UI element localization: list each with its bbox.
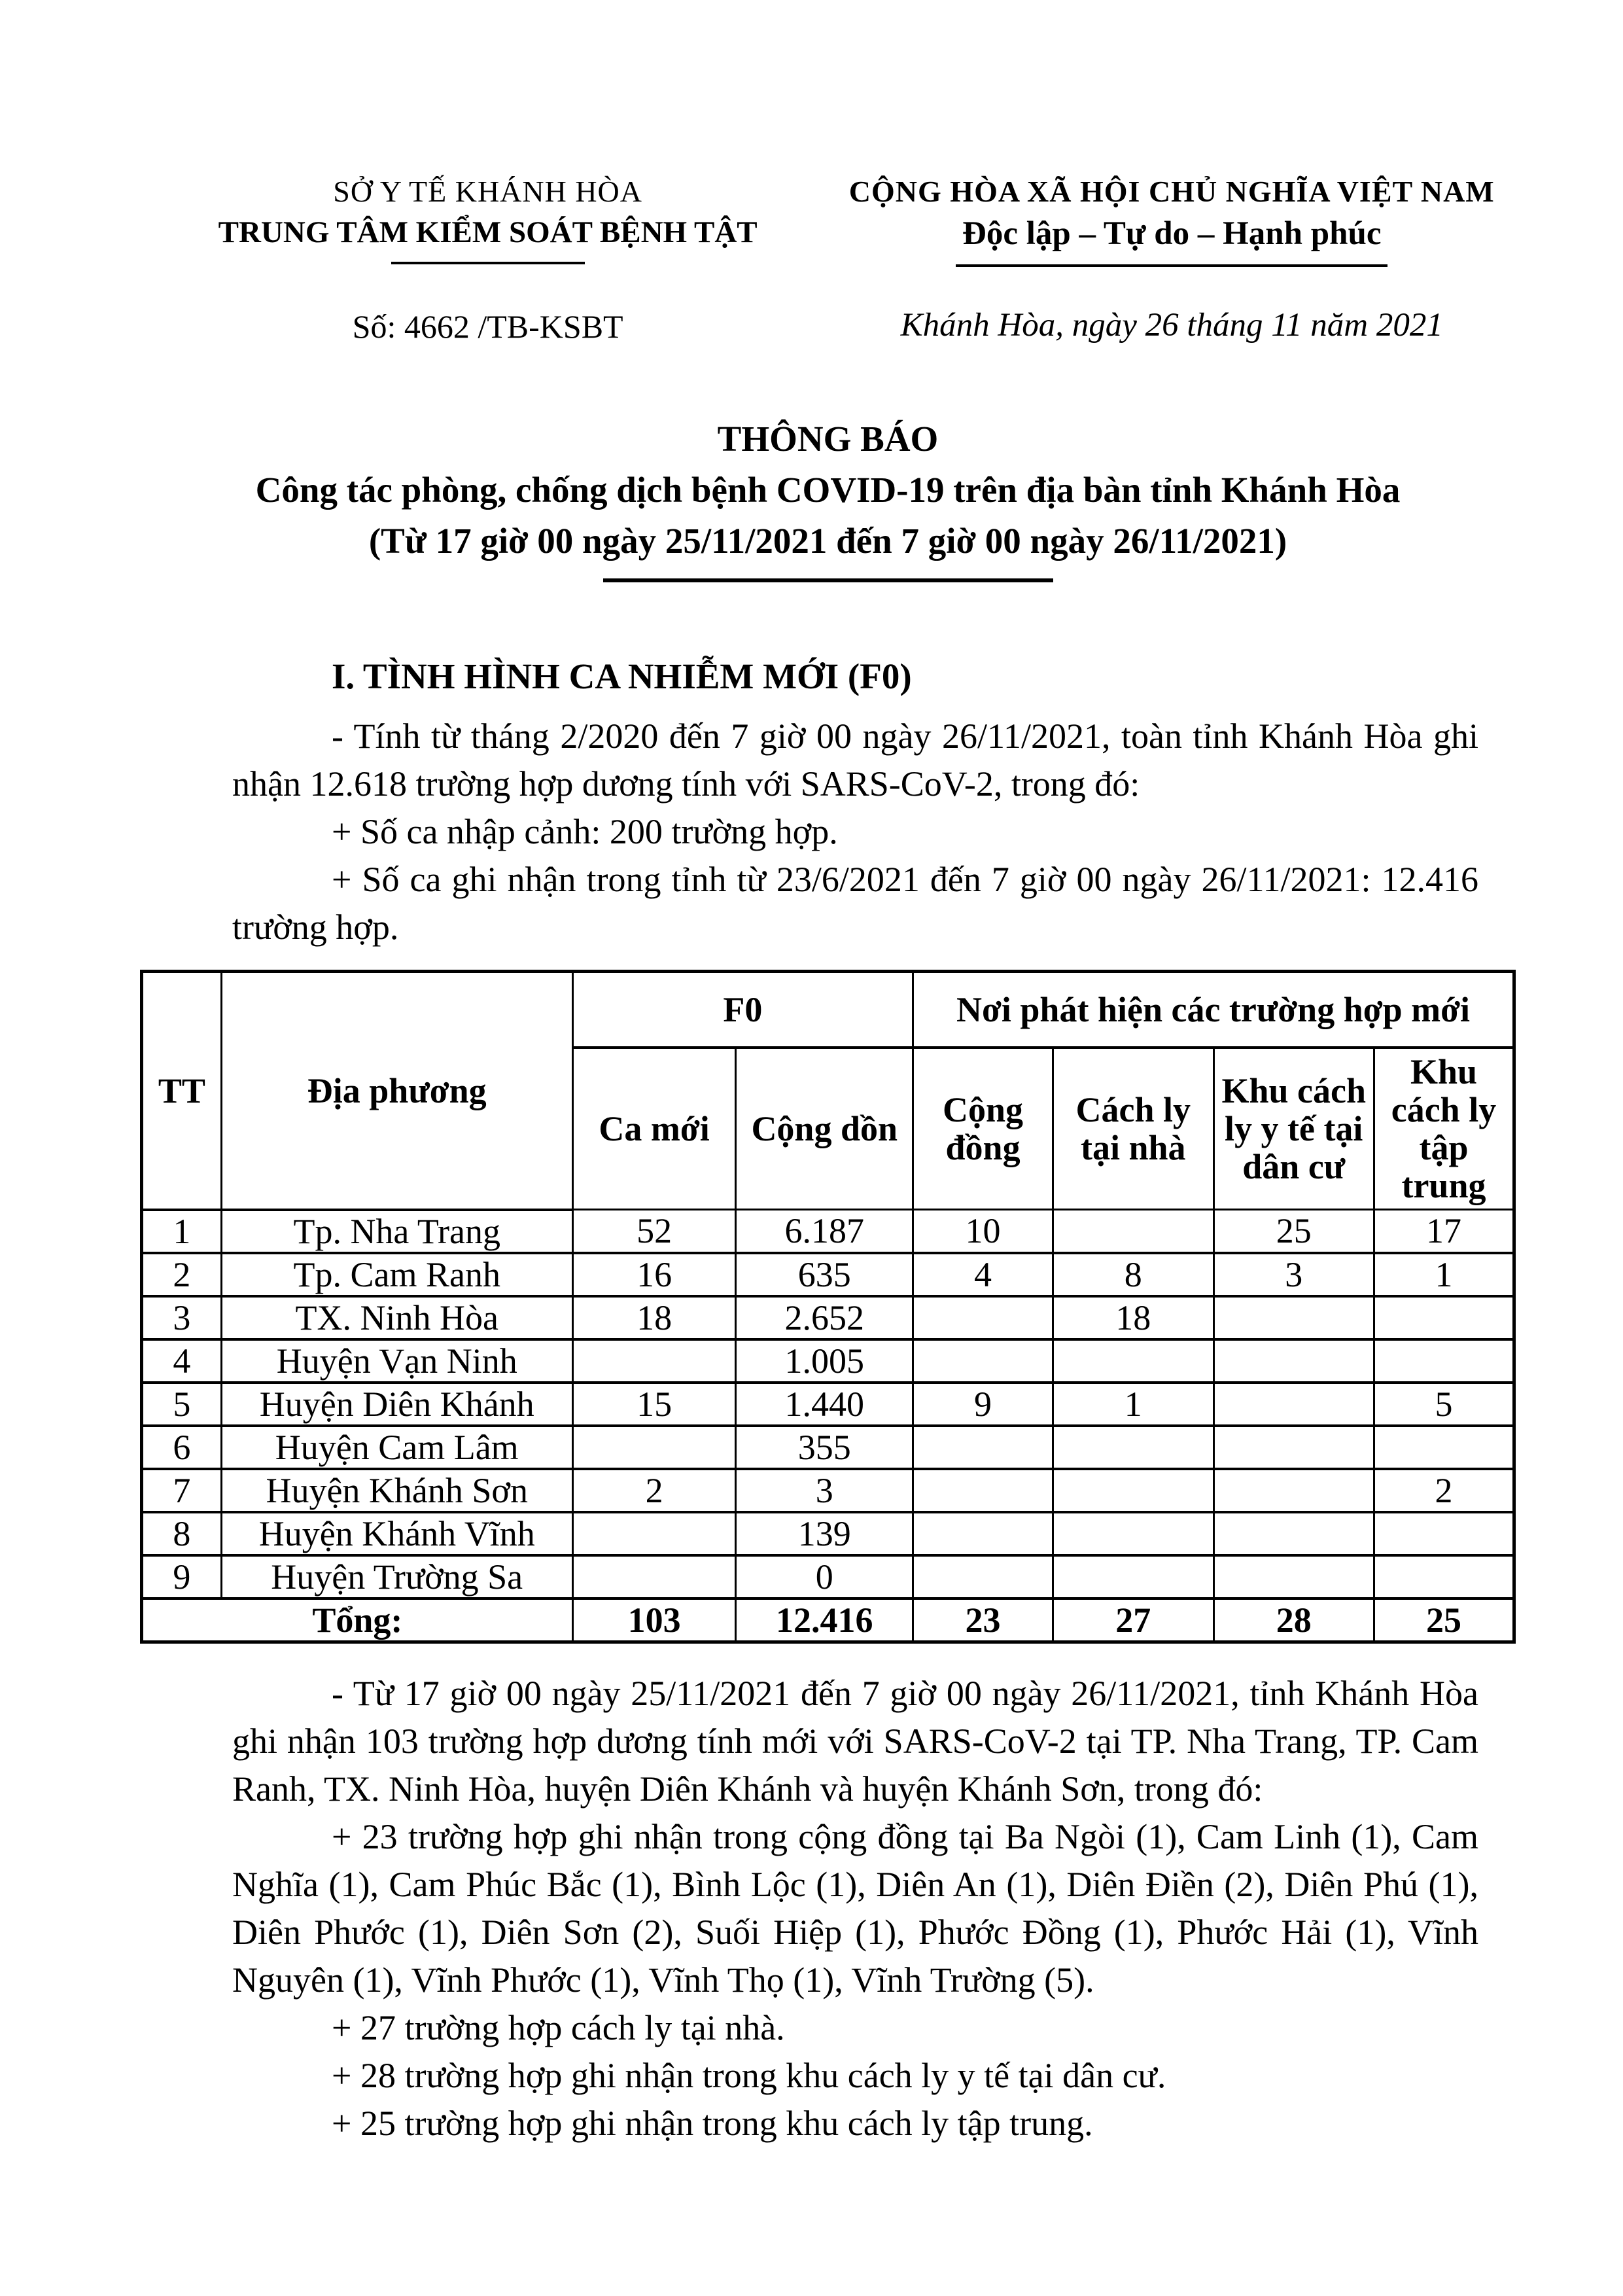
total-new-cases: 103: [572, 1598, 736, 1642]
district-name: Huyện Trường Sa: [221, 1555, 572, 1598]
total-home-quarantine: 27: [1053, 1598, 1213, 1642]
community-value: [913, 1296, 1053, 1339]
table-row: [142, 1512, 1514, 1555]
table-row: [142, 1210, 1514, 1253]
col-header-new-cases: Ca mới: [572, 1048, 736, 1210]
col-header-district: Địa phương: [221, 972, 572, 1210]
col-header-location-group: Nơi phát hiện các trường hợp mới: [913, 972, 1514, 1048]
national-header-block: [828, 171, 1516, 344]
new-cases-summary-paragraph: - Từ 17 giờ 00 ngày 25/11/2021 đến 7 giờ 00 ngày 26/11/2021, tỉnh Khánh Hòa ghi nhận 103 trường hợp dương tính mới với SARS-CoV-2 tại TP. Nha Trang, TP. Cam Ranh, TX. Ninh Hòa, huyện Diên Khánh và huyện Khánh Sơn, trong đó:: [232, 1673, 1478, 1809]
community-value: [913, 1339, 1053, 1383]
document-number: Số: 4662 /TB-KSBT: [352, 308, 623, 345]
col-header-community: Cộng đồng: [913, 1048, 1053, 1210]
medical-quarantine-line: + 28 trường hợp ghi nhận trong khu cách ly y tế tại dân cư.: [332, 2055, 1166, 2095]
local-cases-line: + Số ca ghi nhận trong tỉnh từ 23/6/2021 đến 7 giờ 00 ngày 26/11/2021: 12.416 trường hợp.: [232, 860, 1478, 947]
district-name: Huyện Khánh Vĩnh: [221, 1512, 572, 1555]
table-row: [142, 1555, 1514, 1598]
row-index: 7: [142, 1469, 222, 1512]
medical-quarantine-value: [1213, 1339, 1374, 1383]
new-cases-value: 2: [572, 1469, 736, 1512]
case-statistics-table: [140, 970, 1516, 1644]
central-quarantine-value: [1374, 1296, 1514, 1339]
medical-quarantine-value: [1213, 1469, 1374, 1512]
community-value: 10: [913, 1210, 1053, 1253]
table-row: [142, 1296, 1514, 1339]
medical-quarantine-value: [1213, 1512, 1374, 1555]
national-motto: Độc lập – Tự do – Hạnh phúc: [962, 215, 1382, 252]
col-header-f0-group: F0: [572, 972, 913, 1048]
home-quarantine-value: [1053, 1469, 1213, 1512]
central-quarantine-value: 1: [1374, 1253, 1514, 1296]
cumulative-value: 355: [736, 1426, 913, 1469]
motto-underline: [956, 264, 1387, 267]
central-quarantine-value: [1374, 1426, 1514, 1469]
home-quarantine-line: + 27 trường hợp cách ly tại nhà.: [332, 2007, 785, 2047]
home-quarantine-value: 18: [1053, 1296, 1213, 1339]
table-row: [142, 1253, 1514, 1296]
medical-quarantine-value: [1213, 1296, 1374, 1339]
new-cases-value: [572, 1555, 736, 1598]
community-cases-paragraph: + 23 trường hợp ghi nhận trong cộng đồng tại Ba Ngòi (1), Cam Linh (1), Cam Nghĩa (1), Cam Phúc Bắc (1), Bình Lộc (1), Diên An (1), Diên Điền (2), Diên Phú (1), Diên Phước (1), Diên Sơn (2), Suối Hiệp (1), Phước Đồng (1), Phước Hải (1), Vĩnh Nguyên (1), Vĩnh Phước (1), Vĩnh Thọ (1), Vĩnh Trường (5).: [232, 1816, 1478, 2000]
row-index: 6: [142, 1426, 222, 1469]
total-label: Tổng:: [142, 1598, 573, 1642]
table-header-group-row: [142, 972, 1514, 1048]
medical-quarantine-value: [1213, 1426, 1374, 1469]
table-row: [142, 1426, 1514, 1469]
title-underline: [603, 578, 1053, 582]
district-name: Tp. Nha Trang: [221, 1210, 572, 1253]
total-central-quarantine: 25: [1374, 1598, 1514, 1642]
home-quarantine-value: [1053, 1210, 1213, 1253]
community-value: 9: [913, 1383, 1053, 1426]
table-row: [142, 1339, 1514, 1383]
intro-paragraph: - Tính từ tháng 2/2020 đến 7 giờ 00 ngày 26/11/2021, toàn tỉnh Khánh Hòa ghi nhận 12.618 trường hợp dương tính với SARS-CoV-2, trong đó:: [232, 716, 1478, 804]
cumulative-value: 0: [736, 1555, 913, 1598]
document-header: [140, 171, 1516, 345]
table-total-row: [142, 1598, 1514, 1642]
central-quarantine-value: [1374, 1339, 1514, 1383]
central-quarantine-value: 2: [1374, 1469, 1514, 1512]
org-parent-name: SỞ Y TẾ KHÁNH HÒA: [333, 175, 642, 208]
home-quarantine-value: 8: [1053, 1253, 1213, 1296]
table-row: [142, 1469, 1514, 1512]
medical-quarantine-value: 3: [1213, 1253, 1374, 1296]
col-header-cumulative: Cộng dồn: [736, 1048, 913, 1210]
org-name: TRUNG TÂM KIỂM SOÁT BỆNH TẬT: [218, 215, 758, 249]
central-quarantine-value: [1374, 1512, 1514, 1555]
place-date-line: Khánh Hòa, ngày 26 tháng 11 năm 2021: [900, 307, 1443, 344]
home-quarantine-value: [1053, 1339, 1213, 1383]
central-quarantine-line: + 25 trường hợp ghi nhận trong khu cách ly tập trung.: [332, 2103, 1093, 2143]
total-community: 23: [913, 1598, 1053, 1642]
row-index: 2: [142, 1253, 222, 1296]
new-cases-value: [572, 1426, 736, 1469]
national-title: CỘNG HÒA XÃ HỘI CHỦ NGHĨA VIỆT NAM: [848, 175, 1495, 208]
medical-quarantine-value: [1213, 1383, 1374, 1426]
row-index: 5: [142, 1383, 222, 1426]
home-quarantine-value: [1053, 1555, 1213, 1598]
home-quarantine-value: 1: [1053, 1383, 1213, 1426]
community-value: [913, 1469, 1053, 1512]
col-header-tt: TT: [142, 972, 222, 1210]
home-quarantine-value: [1053, 1512, 1213, 1555]
community-value: [913, 1512, 1053, 1555]
new-cases-value: 16: [572, 1253, 736, 1296]
col-header-home-quarantine: Cách ly tại nhà: [1053, 1048, 1213, 1210]
row-index: 3: [142, 1296, 222, 1339]
community-value: [913, 1555, 1053, 1598]
org-underline: [391, 262, 585, 264]
district-name: Huyện Vạn Ninh: [221, 1339, 572, 1383]
table-row: [142, 1383, 1514, 1426]
issuing-org-block: [199, 171, 777, 345]
new-cases-value: [572, 1339, 736, 1383]
central-quarantine-value: [1374, 1555, 1514, 1598]
col-header-central-quarantine: Khu cách ly tập trung: [1374, 1048, 1514, 1210]
district-name: Huyện Diên Khánh: [221, 1383, 572, 1426]
details-section: [232, 1670, 1478, 2147]
document-period: (Từ 17 giờ 00 ngày 25/11/2021 đến 7 giờ 00 ngày 26/11/2021): [368, 521, 1287, 561]
cumulative-value: 3: [736, 1469, 913, 1512]
new-cases-value: 15: [572, 1383, 736, 1426]
cumulative-value: 139: [736, 1512, 913, 1555]
district-name: Huyện Khánh Sơn: [221, 1469, 572, 1512]
cumulative-value: 6.187: [736, 1210, 913, 1253]
imported-cases-line: + Số ca nhập cảnh: 200 trường hợp.: [332, 812, 838, 851]
district-name: Tp. Cam Ranh: [221, 1253, 572, 1296]
cumulative-value: 1.005: [736, 1339, 913, 1383]
medical-quarantine-value: [1213, 1555, 1374, 1598]
document-title: THÔNG BÁO: [717, 419, 939, 459]
row-index: 8: [142, 1512, 222, 1555]
document-title-block: [140, 414, 1516, 582]
community-value: 4: [913, 1253, 1053, 1296]
new-cases-value: [572, 1512, 736, 1555]
total-cumulative: 12.416: [736, 1598, 913, 1642]
new-cases-value: 52: [572, 1210, 736, 1253]
district-name: Huyện Cam Lâm: [221, 1426, 572, 1469]
cumulative-value: 635: [736, 1253, 913, 1296]
total-medical-quarantine: 28: [1213, 1598, 1374, 1642]
row-index: 4: [142, 1339, 222, 1383]
cumulative-value: 1.440: [736, 1383, 913, 1426]
central-quarantine-value: 17: [1374, 1210, 1514, 1253]
community-value: [913, 1426, 1053, 1469]
medical-quarantine-value: 25: [1213, 1210, 1374, 1253]
row-index: 1: [142, 1210, 222, 1253]
central-quarantine-value: 5: [1374, 1383, 1514, 1426]
new-cases-value: 18: [572, 1296, 736, 1339]
home-quarantine-value: [1053, 1426, 1213, 1469]
district-name: TX. Ninh Hòa: [221, 1296, 572, 1339]
cumulative-value: 2.652: [736, 1296, 913, 1339]
row-index: 9: [142, 1555, 222, 1598]
section-1-heading: I. TÌNH HÌNH CA NHIỄM MỚI (F0): [332, 656, 912, 696]
col-header-medical-quarantine: Khu cách ly y tế tại dân cư: [1213, 1048, 1374, 1210]
section-1: [232, 656, 1478, 951]
document-subtitle: Công tác phòng, chống dịch bệnh COVID-19 trên địa bàn tỉnh Khánh Hòa: [255, 470, 1401, 510]
